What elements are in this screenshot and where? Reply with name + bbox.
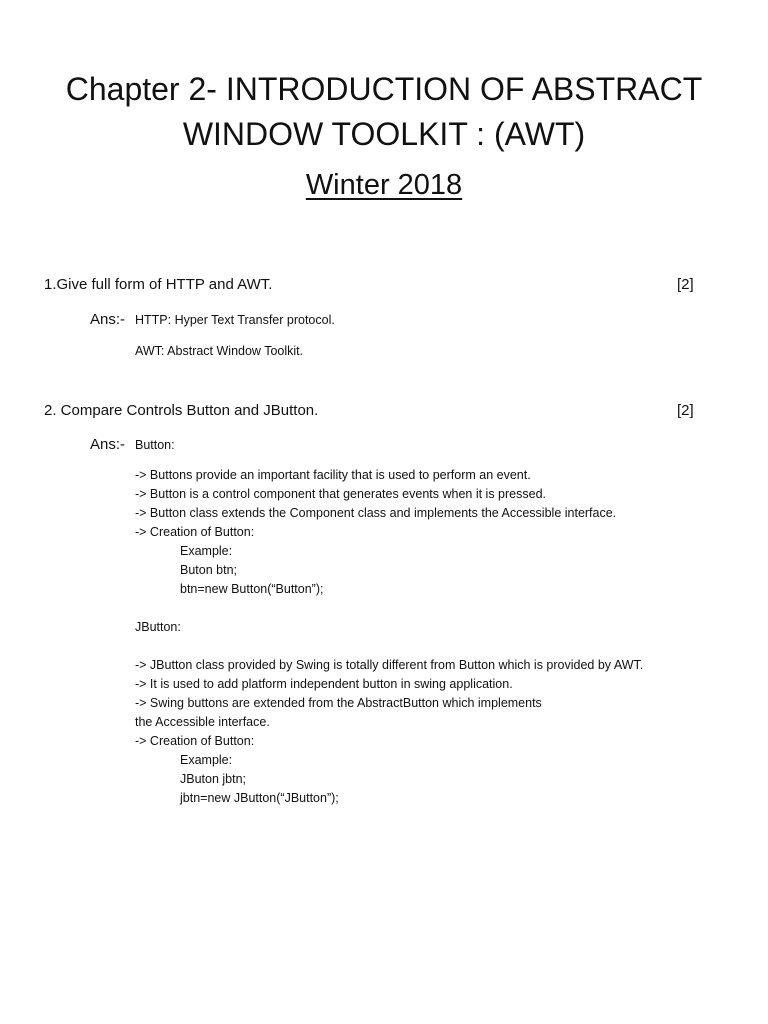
button-point: -> Creation of Button: (135, 525, 255, 539)
question-1-marks: [2] (677, 276, 694, 293)
awt-term: AWT (135, 344, 161, 358)
jbutton-point: -> Creation of Button: (135, 734, 255, 748)
button-example-line: Buton btn; (180, 563, 237, 577)
button-example-line: Example: (180, 544, 233, 558)
button-point: -> Button is a control component that generates events when it is pressed. (135, 487, 546, 501)
jbutton-example-line: JButon jbtn; (180, 772, 247, 786)
answer-1-awt (135, 342, 303, 361)
button-point: -> Buttons provide an important facility that is used to perform an event. (135, 468, 531, 482)
exam-session-heading (0, 165, 768, 205)
button-example-line: btn=new Button(“Button”); (180, 582, 324, 596)
exam-session-text: Winter 2018 (305, 169, 463, 201)
jbutton-point: -> It is used to add platform independent button in swing application. (135, 677, 513, 691)
jbutton-heading: JButton: (135, 620, 181, 634)
answer-1-http (135, 311, 335, 330)
question-2: 2. Compare Controls Button and JButton. (44, 402, 319, 419)
button-heading: Button: (135, 438, 175, 452)
jbutton-example-line: jbtn=new JButton(“JButton”); (180, 791, 339, 805)
jbutton-example-line: Example: (180, 753, 233, 767)
chapter-title-line-1: Chapter 2- INTRODUCTION OF ABSTRACT (65, 71, 703, 107)
question-1: 1.Give full form of HTTP and AWT. (44, 276, 273, 293)
chapter-title-line-2: WINDOW TOOLKIT : (AWT) (182, 116, 586, 152)
jbutton-point: -> JButton class provided by Swing is totally different from Button which is provided by AWT. (135, 658, 644, 672)
answer-2-label: Ans:- (90, 436, 126, 453)
button-point: -> Button class extends the Component class and implements the Accessible interface. (135, 506, 617, 520)
question-2-marks: [2] (677, 402, 694, 419)
answer-1-label: Ans:- (90, 311, 126, 328)
http-term: HTTP: (135, 313, 172, 327)
jbutton-point: the Accessible interface. (135, 715, 270, 729)
awt-definition: : Abstract Window Toolkit. (160, 344, 304, 358)
jbutton-point: -> Swing buttons are extended from the AbstractButton which implements (135, 696, 542, 710)
http-definition: Hyper Text Transfer protocol. (171, 313, 335, 327)
